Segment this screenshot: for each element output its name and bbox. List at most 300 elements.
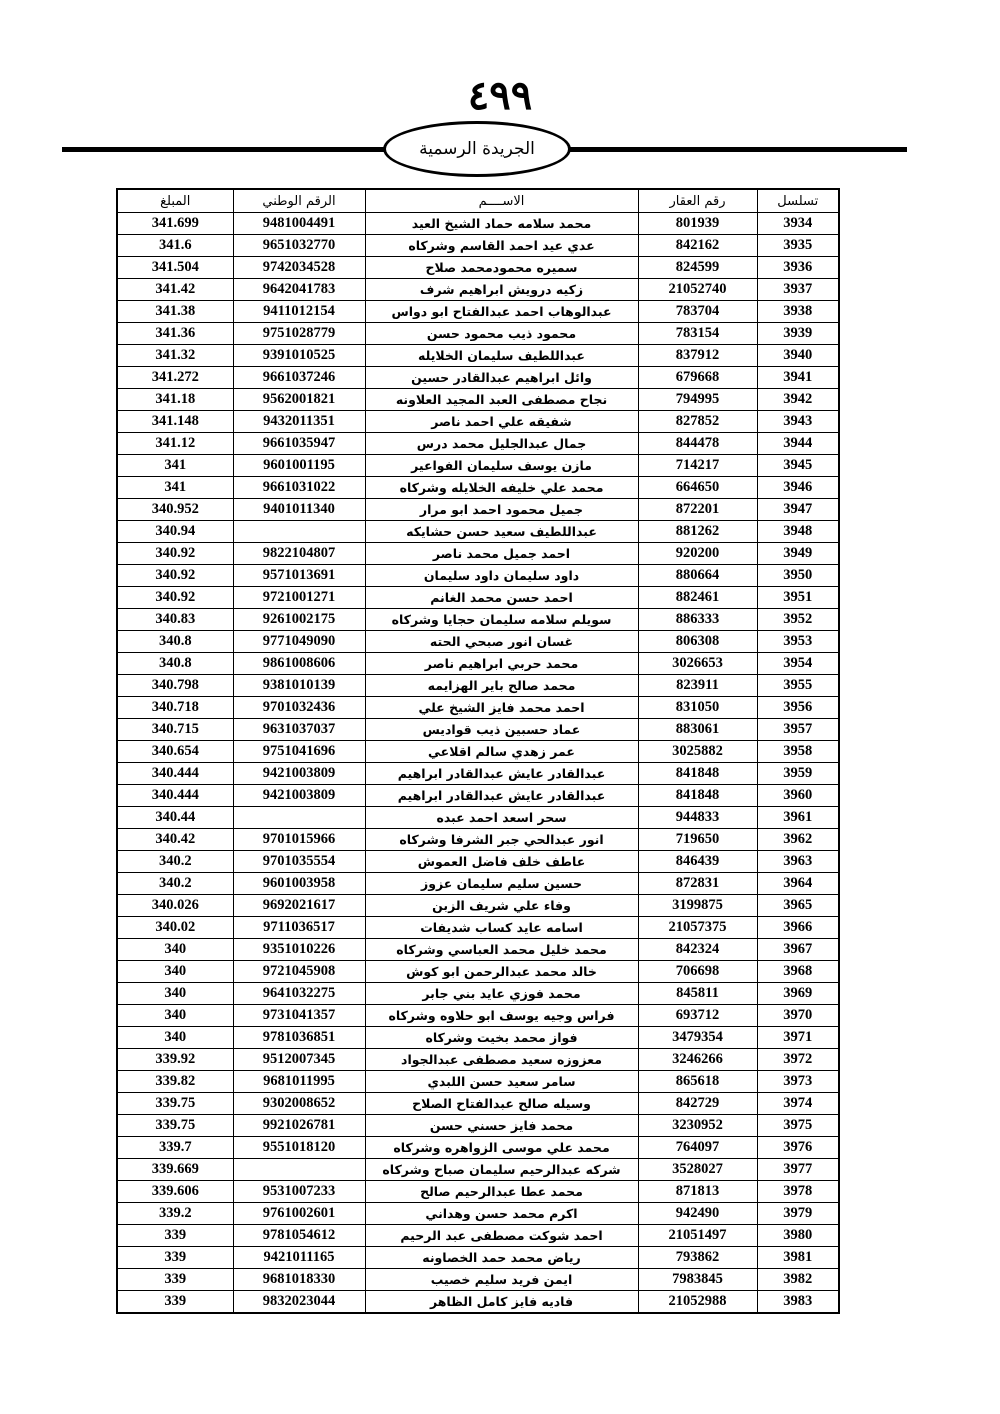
cell-name: عبدالقادر عايش عبدالقادر ابراهيم xyxy=(365,763,638,785)
cell-serial: 3976 xyxy=(757,1137,839,1159)
cell-name: نجاح مصطفى العبد المجيد العلاونه xyxy=(365,389,638,411)
cell-serial: 3978 xyxy=(757,1181,839,1203)
cell-national-id: 9721001271 xyxy=(233,587,365,609)
cell-amount: 340.715 xyxy=(117,719,233,741)
cell-national-id: 9601003958 xyxy=(233,873,365,895)
table-row xyxy=(117,1093,839,1115)
cell-property-number: 21051497 xyxy=(638,1225,757,1247)
cell-serial: 3940 xyxy=(757,345,839,367)
cell-serial: 3983 xyxy=(757,1291,839,1314)
cell-property-number: 719650 xyxy=(638,829,757,851)
cell-property-number: 801939 xyxy=(638,213,757,235)
cell-serial: 3961 xyxy=(757,807,839,829)
cell-name: ايمن فريد سليم خصيب xyxy=(365,1269,638,1291)
cell-amount: 340.94 xyxy=(117,521,233,543)
cell-name: محمد حربي ابراهيم ناصر xyxy=(365,653,638,675)
cell-national-id: 9571013691 xyxy=(233,565,365,587)
cell-serial: 3944 xyxy=(757,433,839,455)
cell-name: عماد حسبين ذيب قواديس xyxy=(365,719,638,741)
cell-property-number: 842729 xyxy=(638,1093,757,1115)
cell-amount: 341.42 xyxy=(117,279,233,301)
table-row xyxy=(117,609,839,631)
cell-name: وسيله صالح عبدالفتاح الصلاح xyxy=(365,1093,638,1115)
cell-name: عبداللطيف سليمان الخلايله xyxy=(365,345,638,367)
cell-national-id: 9692021617 xyxy=(233,895,365,917)
cell-national-id: 9351010226 xyxy=(233,939,365,961)
header-national-id: الرقم الوطني xyxy=(233,189,365,213)
cell-serial: 3954 xyxy=(757,653,839,675)
cell-national-id: 9481004491 xyxy=(233,213,365,235)
table-row xyxy=(117,1115,839,1137)
cell-amount: 339.7 xyxy=(117,1137,233,1159)
cell-national-id: 9921026781 xyxy=(233,1115,365,1137)
cell-amount: 340.92 xyxy=(117,565,233,587)
cell-national-id: 9551018120 xyxy=(233,1137,365,1159)
cell-serial: 3979 xyxy=(757,1203,839,1225)
cell-national-id: 9661031022 xyxy=(233,477,365,499)
cell-national-id: 9751028779 xyxy=(233,323,365,345)
cell-serial: 3968 xyxy=(757,961,839,983)
cell-amount: 340 xyxy=(117,1005,233,1027)
cell-name: سويلم سلامه سليمان حجايا وشركاه xyxy=(365,609,638,631)
cell-property-number: 880664 xyxy=(638,565,757,587)
cell-property-number: 783704 xyxy=(638,301,757,323)
cell-national-id: 9701035554 xyxy=(233,851,365,873)
cell-serial: 3962 xyxy=(757,829,839,851)
cell-name: عبدالوهاب احمد عبدالفتاح ابو دواس xyxy=(365,301,638,323)
cell-amount: 341.32 xyxy=(117,345,233,367)
table-row xyxy=(117,1005,839,1027)
cell-property-number: 842324 xyxy=(638,939,757,961)
cell-property-number: 7983845 xyxy=(638,1269,757,1291)
cell-property-number: 794995 xyxy=(638,389,757,411)
table-row xyxy=(117,213,839,235)
cell-name: احمد محمد فايز الشيخ علي xyxy=(365,697,638,719)
cell-property-number: 920200 xyxy=(638,543,757,565)
cell-name: انور عبدالحي جبر الشرفا وشركاه xyxy=(365,829,638,851)
cell-amount: 340.92 xyxy=(117,543,233,565)
table-row xyxy=(117,389,839,411)
cell-national-id: 9771049090 xyxy=(233,631,365,653)
cell-amount: 341.18 xyxy=(117,389,233,411)
table-row xyxy=(117,411,839,433)
table-row xyxy=(117,741,839,763)
cell-amount: 340.44 xyxy=(117,807,233,829)
cell-amount: 340.8 xyxy=(117,653,233,675)
cell-property-number: 664650 xyxy=(638,477,757,499)
cell-serial: 3965 xyxy=(757,895,839,917)
cell-serial: 3977 xyxy=(757,1159,839,1181)
header-name: الاســــم xyxy=(365,189,638,213)
cell-serial: 3948 xyxy=(757,521,839,543)
table-row xyxy=(117,983,839,1005)
cell-name: محمد فايز حسني حسن xyxy=(365,1115,638,1137)
cell-national-id: 9531007233 xyxy=(233,1181,365,1203)
cell-name: فواز محمد بخيت وشركاه xyxy=(365,1027,638,1049)
cell-amount: 340.952 xyxy=(117,499,233,521)
table-row xyxy=(117,895,839,917)
cell-name: احمد جميل محمد ناصر xyxy=(365,543,638,565)
table-row xyxy=(117,279,839,301)
records-table xyxy=(116,188,840,1314)
cell-property-number: 21052740 xyxy=(638,279,757,301)
cell-national-id xyxy=(233,521,365,543)
table-row xyxy=(117,763,839,785)
cell-property-number: 865618 xyxy=(638,1071,757,1093)
cell-property-number: 883061 xyxy=(638,719,757,741)
cell-amount: 341.38 xyxy=(117,301,233,323)
table-row xyxy=(117,1027,839,1049)
cell-national-id: 9391010525 xyxy=(233,345,365,367)
table-row xyxy=(117,939,839,961)
table-row xyxy=(117,961,839,983)
cell-name: محمد علي موسى الزواهره وشركاه xyxy=(365,1137,638,1159)
cell-amount: 339 xyxy=(117,1247,233,1269)
table-row xyxy=(117,323,839,345)
cell-serial: 3956 xyxy=(757,697,839,719)
cell-name: محمد سلامه حماد الشيخ العيد xyxy=(365,213,638,235)
cell-national-id: 9401011340 xyxy=(233,499,365,521)
cell-amount: 341.504 xyxy=(117,257,233,279)
cell-national-id: 9421003809 xyxy=(233,763,365,785)
cell-national-id: 9761002601 xyxy=(233,1203,365,1225)
cell-property-number: 693712 xyxy=(638,1005,757,1027)
cell-property-number: 844478 xyxy=(638,433,757,455)
cell-amount: 340 xyxy=(117,983,233,1005)
cell-amount: 339.82 xyxy=(117,1071,233,1093)
cell-amount: 339.92 xyxy=(117,1049,233,1071)
cell-serial: 3970 xyxy=(757,1005,839,1027)
cell-property-number: 764097 xyxy=(638,1137,757,1159)
cell-serial: 3951 xyxy=(757,587,839,609)
table-row xyxy=(117,1159,839,1181)
cell-property-number: 3246266 xyxy=(638,1049,757,1071)
cell-name: داود سليمان داود سليمان xyxy=(365,565,638,587)
cell-name: معزوزه سعيد مصطفى عبدالجواد xyxy=(365,1049,638,1071)
cell-serial: 3957 xyxy=(757,719,839,741)
cell-name: محمود ذيب محمود حسن xyxy=(365,323,638,345)
cell-national-id: 9661037246 xyxy=(233,367,365,389)
cell-amount: 339 xyxy=(117,1225,233,1247)
page-number: ٤٩٩ xyxy=(467,72,533,119)
cell-property-number: 872831 xyxy=(638,873,757,895)
header-property-number: رقم العقار xyxy=(638,189,757,213)
cell-property-number: 846439 xyxy=(638,851,757,873)
cell-serial: 3975 xyxy=(757,1115,839,1137)
cell-amount: 340.444 xyxy=(117,763,233,785)
cell-name: جميل محمود احمد ابو مرار xyxy=(365,499,638,521)
cell-national-id xyxy=(233,807,365,829)
cell-name: حسين سليم سليمان عزوز xyxy=(365,873,638,895)
cell-amount: 340.026 xyxy=(117,895,233,917)
cell-name: سميره محمودمحمد صلاح xyxy=(365,257,638,279)
cell-property-number: 841848 xyxy=(638,763,757,785)
cell-national-id: 9261002175 xyxy=(233,609,365,631)
cell-name: سحر اسعد احمد عبده xyxy=(365,807,638,829)
cell-property-number: 841848 xyxy=(638,785,757,807)
cell-serial: 3958 xyxy=(757,741,839,763)
cell-name: عدي عيد احمد القاسم وشركاه xyxy=(365,235,638,257)
table-row xyxy=(117,587,839,609)
gazette-title: الجريدة الرسمية xyxy=(419,139,535,159)
cell-serial: 3982 xyxy=(757,1269,839,1291)
cell-property-number: 3528027 xyxy=(638,1159,757,1181)
cell-amount: 340.654 xyxy=(117,741,233,763)
table-row xyxy=(117,1071,839,1093)
cell-national-id: 9742034528 xyxy=(233,257,365,279)
cell-name: غسان انور صبحي الحته xyxy=(365,631,638,653)
cell-serial: 3945 xyxy=(757,455,839,477)
cell-property-number: 872201 xyxy=(638,499,757,521)
table-row xyxy=(117,499,839,521)
cell-property-number: 3199875 xyxy=(638,895,757,917)
cell-national-id: 9711036517 xyxy=(233,917,365,939)
cell-amount: 341.272 xyxy=(117,367,233,389)
cell-amount: 340.2 xyxy=(117,873,233,895)
cell-amount: 341.36 xyxy=(117,323,233,345)
cell-national-id: 9562001821 xyxy=(233,389,365,411)
cell-national-id: 9701032436 xyxy=(233,697,365,719)
table-row xyxy=(117,301,839,323)
table-row xyxy=(117,235,839,257)
table-row xyxy=(117,543,839,565)
cell-serial: 3973 xyxy=(757,1071,839,1093)
cell-property-number: 706698 xyxy=(638,961,757,983)
cell-name: زكيه درويش ابراهيم شرف xyxy=(365,279,638,301)
cell-national-id: 9822104807 xyxy=(233,543,365,565)
cell-amount: 339.669 xyxy=(117,1159,233,1181)
cell-name: وائل ابراهيم عبدالقادر حسين xyxy=(365,367,638,389)
cell-national-id: 9601001195 xyxy=(233,455,365,477)
table-row xyxy=(117,345,839,367)
table-row xyxy=(117,1203,839,1225)
cell-name: محمد عطا عبدالرحيم صالح xyxy=(365,1181,638,1203)
cell-amount: 340.83 xyxy=(117,609,233,631)
cell-amount: 340 xyxy=(117,961,233,983)
cell-national-id: 9861008606 xyxy=(233,653,365,675)
cell-national-id: 9432011351 xyxy=(233,411,365,433)
table-row xyxy=(117,1181,839,1203)
table-row xyxy=(117,1291,839,1314)
table-row xyxy=(117,367,839,389)
cell-amount: 340.2 xyxy=(117,851,233,873)
table-row xyxy=(117,1225,839,1247)
table-row xyxy=(117,1269,839,1291)
cell-property-number: 837912 xyxy=(638,345,757,367)
cell-property-number: 3025882 xyxy=(638,741,757,763)
cell-property-number: 3026653 xyxy=(638,653,757,675)
cell-amount: 340.444 xyxy=(117,785,233,807)
cell-property-number: 882461 xyxy=(638,587,757,609)
table-row xyxy=(117,785,839,807)
cell-property-number: 871813 xyxy=(638,1181,757,1203)
table-row xyxy=(117,917,839,939)
cell-national-id: 9641032275 xyxy=(233,983,365,1005)
cell-name: محمد خليل محمد العباسي وشركاه xyxy=(365,939,638,961)
table-row xyxy=(117,433,839,455)
header-amount: المبلغ xyxy=(117,189,233,213)
cell-serial: 3953 xyxy=(757,631,839,653)
cell-serial: 3935 xyxy=(757,235,839,257)
cell-name: سامر سعيد حسن اللبدي xyxy=(365,1071,638,1093)
table-row xyxy=(117,631,839,653)
cell-serial: 3960 xyxy=(757,785,839,807)
cell-name: عاطف خلف فاضل العموش xyxy=(365,851,638,873)
cell-national-id: 9421011165 xyxy=(233,1247,365,1269)
cell-name: رياض محمد حمد الخصاونه xyxy=(365,1247,638,1269)
cell-serial: 3967 xyxy=(757,939,839,961)
cell-amount: 339.2 xyxy=(117,1203,233,1225)
cell-national-id: 9411012154 xyxy=(233,301,365,323)
cell-property-number: 679668 xyxy=(638,367,757,389)
cell-property-number: 806308 xyxy=(638,631,757,653)
cell-serial: 3980 xyxy=(757,1225,839,1247)
cell-property-number: 3230952 xyxy=(638,1115,757,1137)
table-row xyxy=(117,1247,839,1269)
cell-serial: 3947 xyxy=(757,499,839,521)
cell-property-number: 21057375 xyxy=(638,917,757,939)
table-row xyxy=(117,807,839,829)
cell-serial: 3966 xyxy=(757,917,839,939)
cell-name: فراس وجيه يوسف ابو حلاوه وشركاه xyxy=(365,1005,638,1027)
cell-serial: 3971 xyxy=(757,1027,839,1049)
cell-property-number: 793862 xyxy=(638,1247,757,1269)
table-row xyxy=(117,697,839,719)
cell-name: شركه عبدالرحيم سليمان صباح وشركاه xyxy=(365,1159,638,1181)
cell-amount: 340 xyxy=(117,1027,233,1049)
cell-amount: 339.606 xyxy=(117,1181,233,1203)
table-row xyxy=(117,521,839,543)
cell-national-id: 9651032770 xyxy=(233,235,365,257)
cell-serial: 3963 xyxy=(757,851,839,873)
table-row xyxy=(117,829,839,851)
cell-name: فاديه فايز كامل الظاهر xyxy=(365,1291,638,1314)
table-header-row xyxy=(117,189,839,213)
cell-name: احمد شوكت مصطفى عبد الرحيم xyxy=(365,1225,638,1247)
cell-national-id: 9832023044 xyxy=(233,1291,365,1314)
cell-national-id: 9781054612 xyxy=(233,1225,365,1247)
cell-name: محمد علي خليفه الخلايله وشركاه xyxy=(365,477,638,499)
cell-national-id: 9701015966 xyxy=(233,829,365,851)
cell-property-number: 881262 xyxy=(638,521,757,543)
cell-property-number: 3479354 xyxy=(638,1027,757,1049)
table-row xyxy=(117,675,839,697)
cell-serial: 3972 xyxy=(757,1049,839,1071)
cell-name: جمال عبدالجليل محمد درس xyxy=(365,433,638,455)
cell-serial: 3934 xyxy=(757,213,839,235)
cell-serial: 3955 xyxy=(757,675,839,697)
cell-property-number: 886333 xyxy=(638,609,757,631)
table-row xyxy=(117,477,839,499)
cell-name: محمد فوزي عايد بني جابر xyxy=(365,983,638,1005)
cell-national-id: 9421003809 xyxy=(233,785,365,807)
cell-amount: 340.798 xyxy=(117,675,233,697)
cell-name: عبداللطيف سعيد حسن حشايكه xyxy=(365,521,638,543)
cell-name: مازن يوسف سليمان الفواعير xyxy=(365,455,638,477)
cell-serial: 3937 xyxy=(757,279,839,301)
cell-name: عمر زهدي سالم اقلاعي xyxy=(365,741,638,763)
cell-amount: 341 xyxy=(117,477,233,499)
cell-national-id: 9681018330 xyxy=(233,1269,365,1291)
cell-serial: 3938 xyxy=(757,301,839,323)
cell-serial: 3941 xyxy=(757,367,839,389)
table-row xyxy=(117,455,839,477)
cell-amount: 340.42 xyxy=(117,829,233,851)
header-serial: تسلسل xyxy=(757,189,839,213)
cell-property-number: 714217 xyxy=(638,455,757,477)
cell-serial: 3969 xyxy=(757,983,839,1005)
table-row xyxy=(117,719,839,741)
cell-serial: 3964 xyxy=(757,873,839,895)
cell-national-id: 9681011995 xyxy=(233,1071,365,1093)
cell-serial: 3939 xyxy=(757,323,839,345)
cell-amount: 341.148 xyxy=(117,411,233,433)
cell-national-id: 9721045908 xyxy=(233,961,365,983)
cell-property-number: 831050 xyxy=(638,697,757,719)
cell-serial: 3946 xyxy=(757,477,839,499)
cell-property-number: 783154 xyxy=(638,323,757,345)
table-row xyxy=(117,257,839,279)
cell-property-number: 942490 xyxy=(638,1203,757,1225)
cell-name: شفيقه علي احمد ناصر xyxy=(365,411,638,433)
table-row xyxy=(117,565,839,587)
cell-name: محمد صالح باير الهزايمه xyxy=(365,675,638,697)
cell-national-id: 9751041696 xyxy=(233,741,365,763)
cell-serial: 3949 xyxy=(757,543,839,565)
table-row xyxy=(117,1137,839,1159)
cell-national-id xyxy=(233,1159,365,1181)
cell-serial: 3952 xyxy=(757,609,839,631)
cell-serial: 3942 xyxy=(757,389,839,411)
cell-name: اكرم محمد حسن وهداني xyxy=(365,1203,638,1225)
cell-property-number: 823911 xyxy=(638,675,757,697)
cell-name: عبدالقادر عايش عبدالقادر ابراهيم xyxy=(365,785,638,807)
cell-amount: 340.92 xyxy=(117,587,233,609)
cell-national-id: 9661035947 xyxy=(233,433,365,455)
cell-national-id: 9781036851 xyxy=(233,1027,365,1049)
table-row xyxy=(117,1049,839,1071)
cell-name: احمد حسن محمد الغانم xyxy=(365,587,638,609)
cell-national-id: 9731041357 xyxy=(233,1005,365,1027)
cell-amount: 339 xyxy=(117,1291,233,1314)
cell-national-id: 9512007345 xyxy=(233,1049,365,1071)
cell-amount: 339.75 xyxy=(117,1093,233,1115)
cell-serial: 3974 xyxy=(757,1093,839,1115)
cell-serial: 3936 xyxy=(757,257,839,279)
cell-serial: 3959 xyxy=(757,763,839,785)
table-row xyxy=(117,873,839,895)
cell-national-id: 9642041783 xyxy=(233,279,365,301)
cell-name: وفاء علي شريف الزبن xyxy=(365,895,638,917)
table-row xyxy=(117,851,839,873)
cell-serial: 3943 xyxy=(757,411,839,433)
cell-name: اسامه عايد كساب شديفات xyxy=(365,917,638,939)
cell-property-number: 824599 xyxy=(638,257,757,279)
cell-property-number: 827852 xyxy=(638,411,757,433)
cell-amount: 341.12 xyxy=(117,433,233,455)
cell-amount: 340.718 xyxy=(117,697,233,719)
cell-national-id: 9631037037 xyxy=(233,719,365,741)
cell-property-number: 842162 xyxy=(638,235,757,257)
cell-amount: 340 xyxy=(117,939,233,961)
table-row xyxy=(117,653,839,675)
cell-national-id: 9381010139 xyxy=(233,675,365,697)
cell-serial: 3950 xyxy=(757,565,839,587)
cell-amount: 341.699 xyxy=(117,213,233,235)
cell-amount: 341 xyxy=(117,455,233,477)
cell-amount: 340.8 xyxy=(117,631,233,653)
cell-amount: 339.75 xyxy=(117,1115,233,1137)
